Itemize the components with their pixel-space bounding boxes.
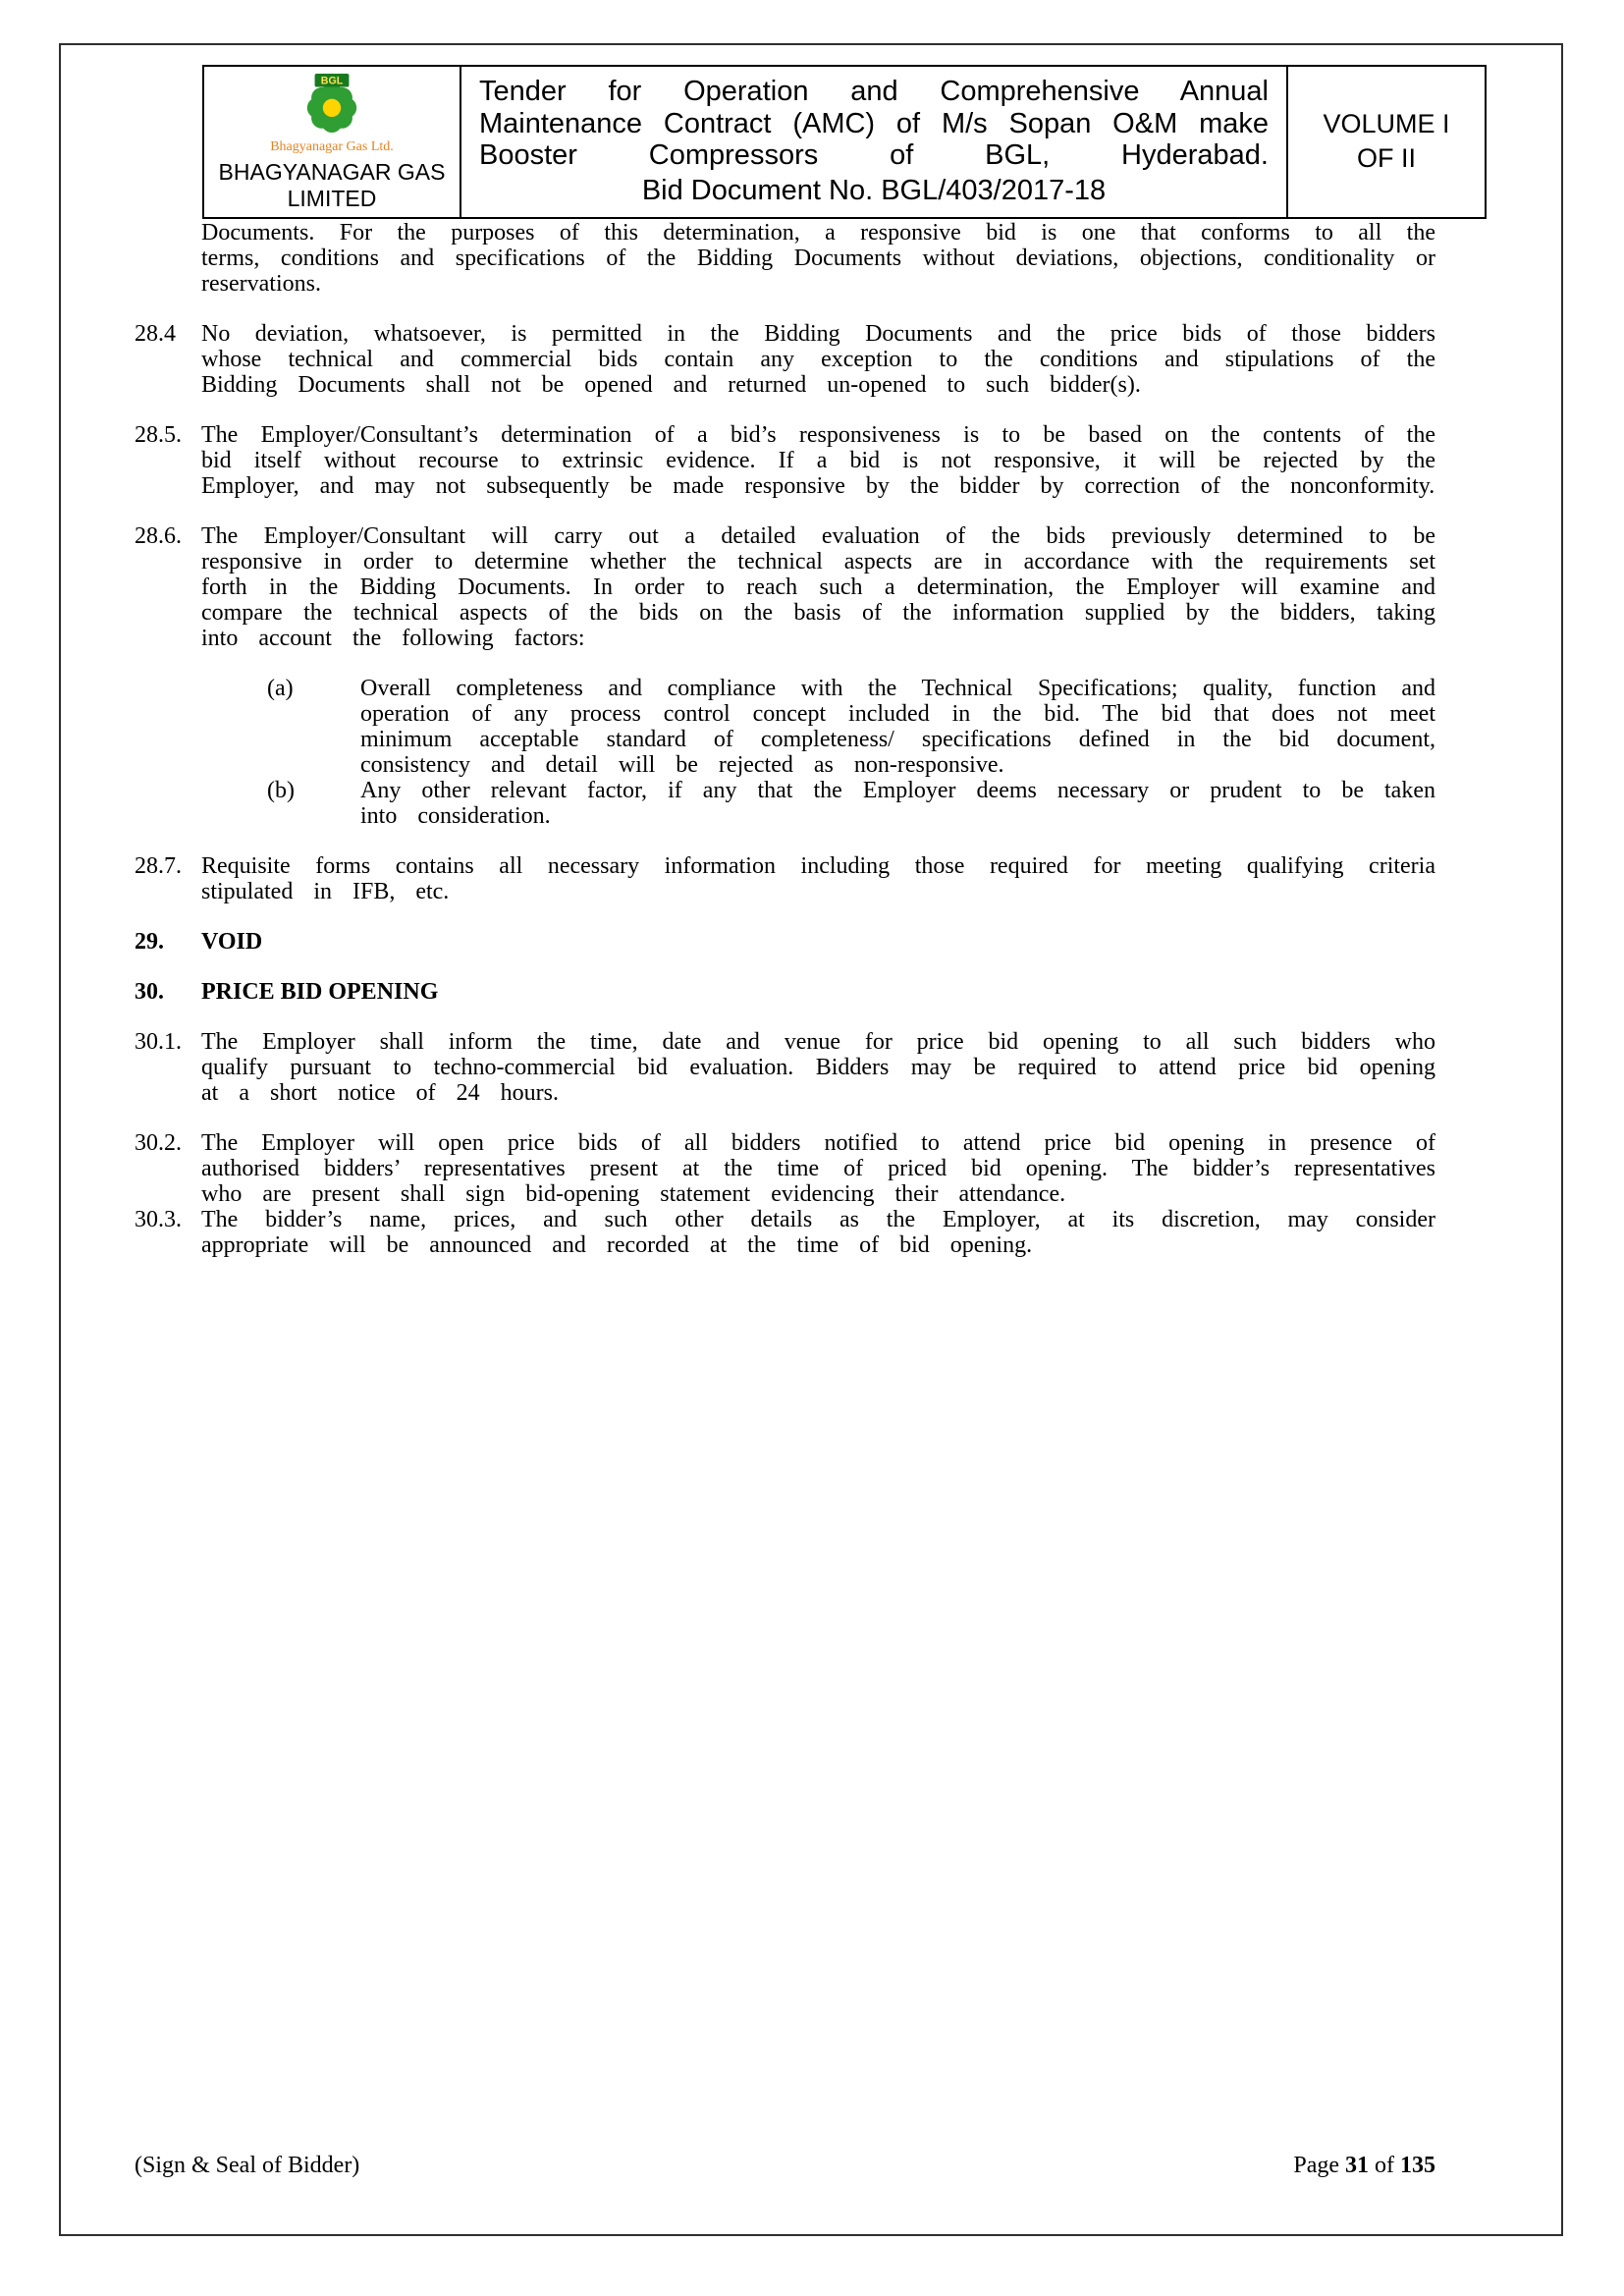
- of-word: of: [1375, 2153, 1394, 2178]
- document-body: [135, 220, 1435, 1258]
- title-cell: [460, 66, 1287, 218]
- volume-line2: OF II: [1357, 143, 1416, 174]
- page-word: Page: [1293, 2153, 1339, 2178]
- clause-text: Requisite forms contains all necessary information including those required for meeting qualifying criteria stipulated in IFB, etc.: [201, 853, 1435, 904]
- org-name-line1: BHAGYANAGAR GAS: [218, 159, 446, 186]
- clause-number: 28.4: [135, 321, 176, 347]
- bid-document-number: Bid Document No. BGL/403/2017-18: [641, 175, 1107, 207]
- clause-text: The Employer/Consultant will carry out a detailed evaluation of the bids previously determined to be responsive in order to determine whether the technical aspects are in accordance with the requirements set forth in the Bidding Documents. In order to reach such a determination, the Employer will examine and compare the technical aspects of the bids on the basis of the information supplied by the bidders, taking into account the following factors:: [201, 523, 1435, 651]
- intro-text: Documents. For the purposes of this determination, a responsive bid is one that conforms to all the terms, conditions and specifications of the Bidding Documents without deviations, objections, conditionality or reservations.: [201, 220, 1435, 297]
- clause-30-3: [135, 1207, 1435, 1258]
- sign-seal-note: (Sign & Seal of Bidder): [135, 2153, 360, 2178]
- logo-cell: [203, 66, 460, 218]
- clause-text: The Employer/Consultant’s determination of a bid’s responsiveness is to be based on the contents of the bid itself without recourse to extrinsic evidence. If a bid is not responsive, it will be rejected by the Employer, and may not subsequently be made responsive by the bidder by correction of the nonconformity.: [201, 422, 1435, 499]
- logo-banner-text: BGL: [320, 75, 344, 87]
- heading-30-price-bid-opening: [135, 979, 1435, 1005]
- clause-text: The Employer shall inform the time, date and venue for price bid opening to all such bidders who qualify pursuant to techno-commercial bid evaluation. Bidders may be required to attend price bid opening at a short notice of 24 hours.: [201, 1029, 1435, 1106]
- clause-number: 30.3.: [135, 1207, 182, 1232]
- clause-number: 28.7.: [135, 853, 182, 879]
- subitem-text: Any other relevant factor, if any that the Employer deems necessary or prudent to be taken into consideration.: [360, 778, 1435, 829]
- subitem-a: [267, 676, 1435, 778]
- logo-subtext: Bhagyanagar Gas Ltd.: [270, 139, 394, 154]
- indent-spacer: [135, 220, 201, 297]
- clause-number: 28.6.: [135, 523, 182, 549]
- clause-number: 30.1.: [135, 1029, 182, 1055]
- page-num-value: 31: [1345, 2153, 1369, 2178]
- heading-text: PRICE BID OPENING: [201, 979, 439, 1005]
- subitem-label: (b): [267, 778, 295, 803]
- logo-center: [323, 99, 341, 117]
- total-pages-value: 135: [1400, 2153, 1435, 2178]
- clause-28-6-subitems: [267, 676, 1435, 829]
- org-name: [208, 159, 456, 211]
- clause-30-1: [135, 1029, 1435, 1106]
- page-number: [1293, 2153, 1435, 2179]
- clause-text: The Employer will open price bids of all bidders notified to attend price bid opening in presence of authorised bidders’ representatives present at the time of priced bid opening. The bidder’s representatives who are present shall sign bid-opening statement evidencing their attendance.: [201, 1130, 1435, 1207]
- intro-paragraph: [135, 220, 1435, 297]
- subitem-label: (a): [267, 676, 294, 701]
- tender-title: Tender for Operation and Comprehensive Annual Maintenance Contract (AMC) of M/s Sopan O&M make Booster Compressors of BGL, Hyderabad.: [479, 75, 1269, 172]
- heading-29-void: [135, 929, 1435, 955]
- volume-line1: VOLUME I: [1323, 109, 1450, 139]
- clause-number: 30.: [135, 979, 164, 1005]
- bgl-logo-icon: [300, 73, 363, 134]
- org-name-line2: LIMITED: [287, 185, 377, 211]
- clause-number: 28.5.: [135, 422, 182, 448]
- subitem-text: Overall completeness and compliance with the Technical Specifications; quality, function and operation of any process control concept included in the bid. The bid that does not meet minimum acceptable standard of completeness/ specifications defined in the bid document, consistency and detail will be rejected as non-responsive.: [360, 676, 1435, 778]
- subitem-b: [267, 778, 1435, 829]
- clause-28-4: [135, 321, 1435, 398]
- clause-text: The bidder’s name, prices, and such other details as the Employer, at its discretion, may consider appropriate will be announced and recorded at the time of bid opening.: [201, 1207, 1435, 1258]
- clause-number: 30.2.: [135, 1130, 182, 1156]
- volume-cell: [1287, 66, 1486, 218]
- clause-30-2: [135, 1130, 1435, 1207]
- document-header-table: [202, 65, 1487, 219]
- heading-text: VOID: [201, 929, 263, 955]
- page-border: [59, 43, 1563, 2236]
- clause-text: No deviation, whatsoever, is permitted in the Bidding Documents and the price bids of those bidders whose technical and commercial bids contain any exception to the conditions and stipulations of the Bidding Documents shall not be opened and returned un-opened to such bidder(s).: [201, 321, 1435, 398]
- clause-28-7: [135, 853, 1435, 904]
- clause-number: 29.: [135, 929, 164, 955]
- page-footer: [135, 2153, 1435, 2179]
- clause-28-6: [135, 523, 1435, 651]
- clause-28-5: [135, 422, 1435, 499]
